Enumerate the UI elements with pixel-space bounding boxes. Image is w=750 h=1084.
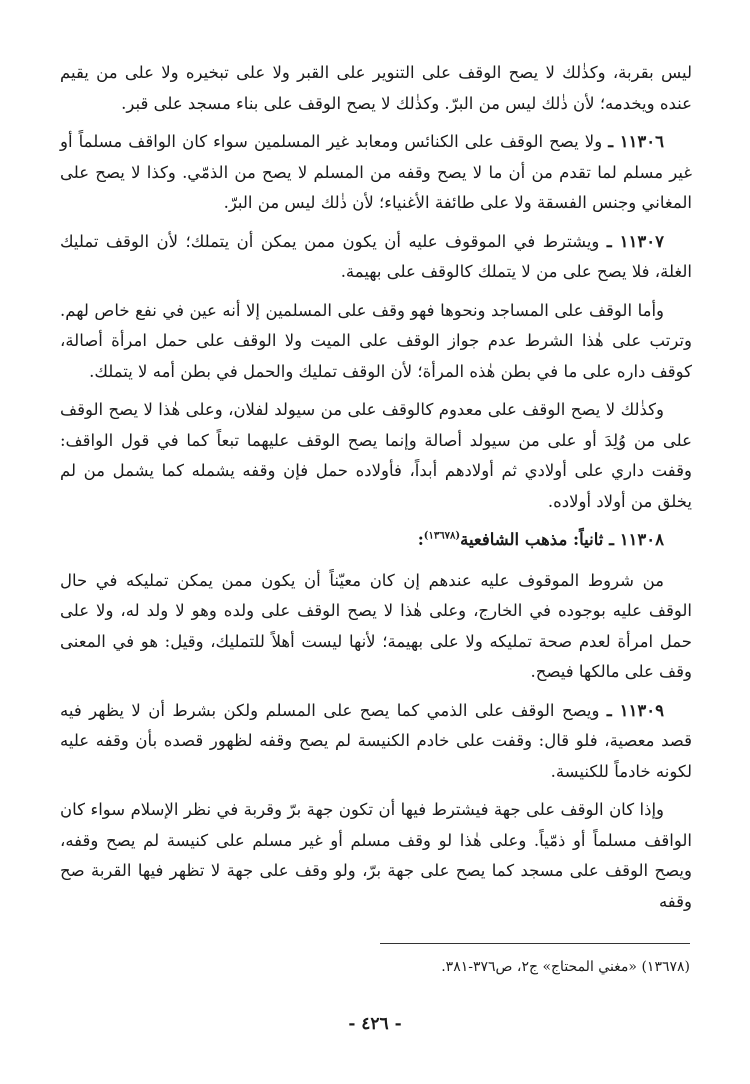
paragraph-text: ويصح الوقف على الذمي كما يصح على المسلم ولكن بشرط أن لا يظهر فيه قصد معصية، فلو قال: وقفت على خادم الكنيسة لم يصح وقفه لظهور قصده بأن وقفه عليه لكونه خادماً للكنيسة. (60, 700, 692, 781)
paragraph-text: ويشترط في الموقوف عليه أن يكون ممن يمكن أن يتملك؛ لأن الوقف تمليك الغلة، فلا يصح على من لا يتملك كالوقف على بهيمة. (60, 231, 692, 281)
paragraph-4 (60, 296, 692, 388)
paragraph-text: ولا يصح الوقف على الكنائس ومعابد غير المسلمين سواء كان الواقف مسلماً أو غير مسلم لما تقدم من أن ما لا يصح وقفه من المسلم لا يصح من الذمّي. وكذا لا يصح على المغاني وجنس الفسقة ولا على طائفة الأغنياء؛ لأن ذٰلك ليس من البرّ. (60, 132, 692, 212)
paragraph-text: ليس بقربة، وكذٰلك لا يصح الوقف على التنوير على القبر ولا على تبخيره ولا على من يقيم عنده ويخدمه؛ لأن ذٰلك ليس من البرّ. وكذٰلك لا يصح الوقف على بناء مسجد على قبر. (60, 63, 692, 113)
paragraph-11309 (60, 696, 692, 788)
heading-colon: : (417, 530, 424, 549)
paragraph-5 (60, 395, 692, 517)
footnote-reference: (١٣٦٧٨) (423, 530, 461, 542)
paragraph-text: وأما الوقف على المساجد ونحوها فهو وقف على المسلمين إلا أنه عين في نفع خاص لهم. وترتب على هٰذا الشرط عدم جواز الوقف على الميت ولا الوقف على حمل امرأة أصالة، كوقف داره على ما في بطن هٰذه المرأة؛ لأن الوقف تمليك والحمل في بطن أمه لا يتملك. (60, 300, 692, 381)
page-number: - ٤٢٦ - (348, 1014, 402, 1034)
paragraph-8 (60, 795, 692, 917)
paragraph-11307 (60, 227, 692, 288)
paragraph-text: وكذٰلك لا يصح الوقف على معدوم كالوقف على من سيولد لفلان، وعلى هٰذا لا يصح الوقف على من وُلِدَ أو على من سيولد أصالة وإنما يصح الوقف عليهما تبعاً كما في قول الواقف: وقفت داري على أولادي ثم أولادهم أبداً، فأولاده حمل فإن وقفه يشمله كما يشمل من لم يخلق من أولاد أولاده. (60, 400, 692, 511)
footnote-divider (380, 943, 690, 944)
paragraph-number: ١١٣٠٦ ـ (608, 132, 664, 151)
paragraph-number: ١١٣٠٧ ـ (606, 231, 664, 251)
paragraph-number: ١١٣٠٩ ـ (606, 700, 664, 720)
heading-number: ١١٣٠٨ ـ (609, 530, 664, 549)
paragraph-1 (60, 58, 692, 119)
section-heading-shafii (60, 525, 692, 556)
heading-text: ثانياً: مذهب الشافعية (460, 530, 604, 549)
footnote: (١٣٦٧٨) «مغني المحتاج» ج٢، ص٣٧٦-٣٨١. (441, 959, 690, 975)
page-body (60, 58, 692, 925)
paragraph-text: من شروط الموقوف عليه عندهم إن كان معيّناً أن يكون ممن يمكن تمليكه في حال الوقف عليه بوجوده في الخارج، وعلى هٰذا لا يصح الوقف على ولده وهو لا ولد له، ولا على حمل امرأة لعدم صحة تمليكه ولا على بهيمة؛ لأنها ليست أهلاً للتمليك، وقيل: هو في المعنى وقف على مالكها فيصح. (60, 570, 692, 681)
paragraph-6 (60, 566, 692, 688)
paragraph-11306 (60, 127, 692, 219)
paragraph-text: وإذا كان الوقف على جهة فيشترط فيها أن تكون جهة برّ وقربة في نظر الإسلام سواء كان الواقف مسلماً أو ذمّياً. وعلى هٰذا لو وقف مسلم أو غير مسلم على كنيسة لم يصح وقفه، ويصح الوقف على مسجد كما يصح على جهة برّ، ولو وقف على جهة لا تظهر فيها القربة صح وقفه (60, 800, 692, 911)
